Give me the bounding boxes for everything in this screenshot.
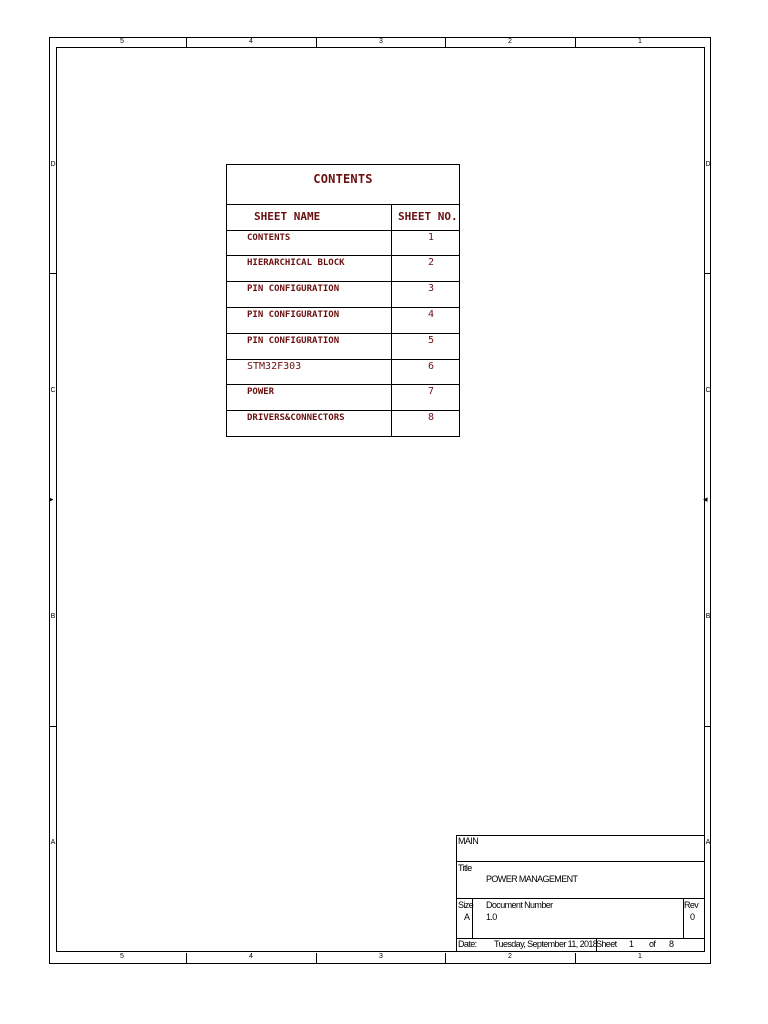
sheet-total: 8 [669,939,674,949]
document-number-value: 1.0 [486,912,497,922]
title-label: Title [458,863,472,873]
table-divider [227,307,459,308]
zone-letter-right: D [705,161,711,168]
column-header-sheet-name: SHEET NAME [254,210,321,223]
zone-divider [49,273,56,274]
date-label: Date: [458,939,477,949]
zone-number-bottom: 2 [508,953,512,960]
table-row-name: DRIVERS&CONNECTORS [247,413,345,423]
table-divider [227,281,459,282]
center-mark-icon: ◂ [703,494,708,504]
document-number-label: Document Number [486,900,553,910]
zone-number-top: 3 [379,38,383,45]
table-divider [227,410,459,411]
zone-divider [704,273,711,274]
zone-divider [186,953,187,963]
zone-number-top: 4 [249,38,253,45]
zone-number-bottom: 3 [379,953,383,960]
zone-divider [186,37,187,47]
table-divider [227,359,459,360]
table-row-number: 3 [428,283,435,294]
zone-divider [445,953,446,963]
date-value: Tuesday, September 11, 2018 [494,939,598,949]
zone-number-bottom: 1 [638,953,642,960]
zone-letter-left: B [50,613,56,620]
contents-table [226,164,460,437]
zone-divider [575,953,576,963]
sheet-label: Sheet [596,939,617,949]
zone-letter-right: B [705,613,711,620]
company-name: MAIN [458,836,479,846]
table-row-name: PIN CONFIGURATION [247,336,340,346]
table-row-name: HIERARCHICAL BLOCK [247,258,345,268]
table-divider [227,255,459,256]
table-row-number: 4 [428,309,435,320]
title-block-border [456,835,705,836]
zone-divider [49,726,56,727]
zone-letter-right: C [705,387,711,394]
zone-letter-left: A [50,839,56,846]
zone-divider [316,37,317,47]
table-row-name: PIN CONFIGURATION [247,284,340,294]
size-label: Size [458,900,474,910]
table-divider [227,230,459,231]
table-divider [227,204,459,205]
title-block-border [456,835,457,952]
rev-label: Rev [684,900,699,910]
table-row-number: 1 [428,232,435,243]
zone-letter-right: A [705,839,711,846]
zone-divider [445,37,446,47]
zone-number-top: 5 [120,38,124,45]
table-row-name: STM32F303 [247,361,302,372]
zone-divider [704,726,711,727]
table-row-number: 6 [428,361,435,372]
zone-divider [575,37,576,47]
zone-letter-left: C [50,387,56,394]
title-block-divider [456,861,705,862]
title-value: POWER MANAGEMENT [486,874,578,884]
zone-divider [316,953,317,963]
zone-number-top: 2 [508,38,512,45]
table-column-divider [391,204,392,436]
zone-number-top: 1 [638,38,642,45]
size-value: A [464,912,470,922]
table-row-name: CONTENTS [247,233,291,243]
table-divider [227,333,459,334]
center-mark-icon: ▸ [49,494,54,504]
contents-title: CONTENTS [313,172,373,186]
zone-letter-left: D [50,161,56,168]
rev-value: 0 [690,912,695,922]
table-row-number: 8 [428,412,435,423]
title-block [456,835,705,952]
table-row-name: POWER [247,387,275,397]
zone-number-bottom: 4 [249,953,253,960]
table-row-name: PIN CONFIGURATION [247,310,340,320]
column-header-sheet-no: SHEET NO. [398,210,458,223]
sheet-number: 1 [629,939,634,949]
zone-number-bottom: 5 [120,953,124,960]
title-block-divider [456,898,705,899]
table-divider [227,384,459,385]
of-label: of [649,939,656,949]
table-row-number: 7 [428,386,435,397]
table-row-number: 5 [428,335,435,346]
table-row-number: 2 [428,257,435,268]
